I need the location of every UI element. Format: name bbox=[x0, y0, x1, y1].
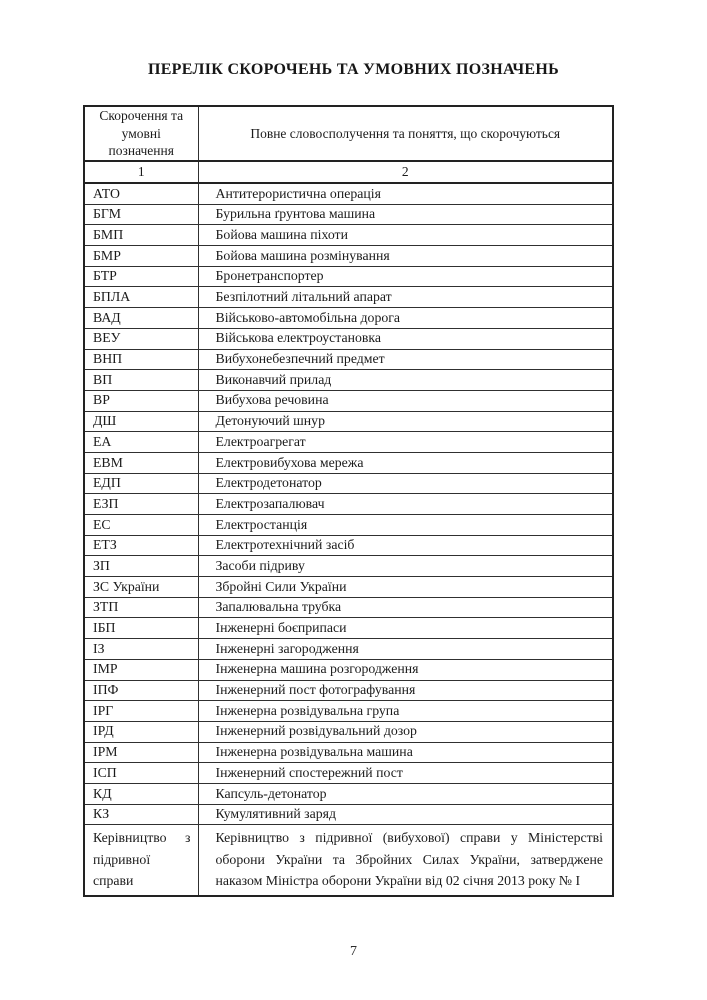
full-text-cell: Виконавчий прилад bbox=[198, 370, 613, 391]
full-text-cell: Інженерна машина розгородження bbox=[198, 659, 613, 680]
full-text-cell: Збройні Сили України bbox=[198, 577, 613, 598]
table-row bbox=[84, 825, 613, 896]
abbr-cell: КЗ bbox=[84, 804, 198, 825]
full-text-cell: Бойова машина піхоти bbox=[198, 225, 613, 246]
abbr-cell: ЕЗП bbox=[84, 494, 198, 515]
table-row bbox=[84, 390, 613, 411]
full-text-cell: Електродетонатор bbox=[198, 473, 613, 494]
full-text-cell: Інженерна розвідувальна група bbox=[198, 701, 613, 722]
table-row bbox=[84, 411, 613, 432]
table-row bbox=[84, 308, 613, 329]
table-row bbox=[84, 183, 613, 204]
abbr-cell: БТР bbox=[84, 266, 198, 287]
table-header-abbr: Скорочення та умовні позначення bbox=[84, 106, 198, 161]
full-text-cell: Військова електроустановка bbox=[198, 328, 613, 349]
abbr-cell: ДШ bbox=[84, 411, 198, 432]
table-row bbox=[84, 535, 613, 556]
abbr-cell: ЕВМ bbox=[84, 452, 198, 473]
abbr-cell: КД bbox=[84, 783, 198, 804]
table-row bbox=[84, 287, 613, 308]
abbr-cell: БГМ bbox=[84, 204, 198, 225]
abbr-cell: ВНП bbox=[84, 349, 198, 370]
table-row bbox=[84, 515, 613, 536]
full-text-cell: Електротехнічний засіб bbox=[198, 535, 613, 556]
abbr-cell: ЕТЗ bbox=[84, 535, 198, 556]
table-row bbox=[84, 370, 613, 391]
column-number-1: 1 bbox=[84, 161, 198, 183]
column-number-2: 2 bbox=[198, 161, 613, 183]
page-title: ПЕРЕЛІК СКОРОЧЕНЬ ТА УМОВНИХ ПОЗНАЧЕНЬ bbox=[147, 61, 560, 78]
full-text-cell: Антитерористична операція bbox=[198, 183, 613, 204]
abbr-cell: ВП bbox=[84, 370, 198, 391]
full-text-cell: Інженерний пост фотографування bbox=[198, 680, 613, 701]
abbr-cell: ІМР bbox=[84, 659, 198, 680]
abbr-cell: БМП bbox=[84, 225, 198, 246]
table-row bbox=[84, 349, 613, 370]
table-row bbox=[84, 266, 613, 287]
abbr-cell: ІПФ bbox=[84, 680, 198, 701]
full-text-cell: Інженерні загородження bbox=[198, 639, 613, 660]
table-row bbox=[84, 494, 613, 515]
abbr-cell: Керівництво з підривної справи bbox=[84, 825, 198, 896]
table-row bbox=[84, 742, 613, 763]
full-text-cell: Електрозапалювач bbox=[198, 494, 613, 515]
table-row bbox=[84, 721, 613, 742]
table-row bbox=[84, 556, 613, 577]
table-header-full: Повне словосполучення та поняття, що скорочуються bbox=[198, 106, 613, 161]
table-row bbox=[84, 659, 613, 680]
abbr-cell: БМР bbox=[84, 246, 198, 267]
full-text-cell: Детонуючий шнур bbox=[198, 411, 613, 432]
full-text-cell: Безпілотний літальний апарат bbox=[198, 287, 613, 308]
page-number: 7 bbox=[350, 944, 357, 959]
table-row bbox=[84, 577, 613, 598]
abbr-cell: ІБП bbox=[84, 618, 198, 639]
full-text-cell: Керівництво з підривної (вибухової) справи у Міністерстві оборони України та Збройних Силах України, затверджене наказом Міністра оборони України від 02 січня 2013 року № І bbox=[198, 825, 613, 896]
table-row bbox=[84, 473, 613, 494]
table-row bbox=[84, 639, 613, 660]
abbr-cell: ІРМ bbox=[84, 742, 198, 763]
abbr-cell: ЕА bbox=[84, 432, 198, 453]
table-row bbox=[84, 452, 613, 473]
full-text-cell: Бронетранспортер bbox=[198, 266, 613, 287]
table-row bbox=[84, 246, 613, 267]
full-text-cell: Електростанція bbox=[198, 515, 613, 536]
abbr-cell: ІСП bbox=[84, 763, 198, 784]
table-row bbox=[84, 328, 613, 349]
full-text-cell: Засоби підриву bbox=[198, 556, 613, 577]
full-text-cell: Електроагрегат bbox=[198, 432, 613, 453]
abbr-cell: ІРГ bbox=[84, 701, 198, 722]
full-text-cell: Кумулятивний заряд bbox=[198, 804, 613, 825]
full-text-cell: Вибухова речовина bbox=[198, 390, 613, 411]
full-text-cell: Електровибухова мережа bbox=[198, 452, 613, 473]
table-row bbox=[84, 804, 613, 825]
full-text-cell: Бойова машина розмінування bbox=[198, 246, 613, 267]
abbr-cell: ЗП bbox=[84, 556, 198, 577]
table-row bbox=[84, 618, 613, 639]
abbreviations-table bbox=[83, 105, 614, 897]
full-text-cell: Інженерний спостережний пост bbox=[198, 763, 613, 784]
abbr-cell: БПЛА bbox=[84, 287, 198, 308]
abbr-cell: ЗТП bbox=[84, 597, 198, 618]
abbr-cell: ЕС bbox=[84, 515, 198, 536]
full-text-cell: Капсуль-детонатор bbox=[198, 783, 613, 804]
abbr-cell: ІРД bbox=[84, 721, 198, 742]
abbr-cell: ВАД bbox=[84, 308, 198, 329]
abbr-cell: АТО bbox=[84, 183, 198, 204]
table-row bbox=[84, 225, 613, 246]
full-text-cell: Інженерні боєприпаси bbox=[198, 618, 613, 639]
full-text-cell: Військово-автомобільна дорога bbox=[198, 308, 613, 329]
full-text-cell: Інженерна розвідувальна машина bbox=[198, 742, 613, 763]
table-row bbox=[84, 432, 613, 453]
table-row bbox=[84, 783, 613, 804]
abbr-cell: ЕДП bbox=[84, 473, 198, 494]
abbr-cell: ЗС України bbox=[84, 577, 198, 598]
table-row bbox=[84, 763, 613, 784]
table-row bbox=[84, 680, 613, 701]
table-row bbox=[84, 204, 613, 225]
abbr-cell: ІЗ bbox=[84, 639, 198, 660]
full-text-cell: Бурильна ґрунтова машина bbox=[198, 204, 613, 225]
full-text-cell: Запалювальна трубка bbox=[198, 597, 613, 618]
column-number-row bbox=[84, 161, 613, 183]
full-text-cell: Інженерний розвідувальний дозор bbox=[198, 721, 613, 742]
abbr-cell: ВР bbox=[84, 390, 198, 411]
full-text-cell: Вибухонебезпечний предмет bbox=[198, 349, 613, 370]
table-row bbox=[84, 701, 613, 722]
abbr-cell: ВЕУ bbox=[84, 328, 198, 349]
table-header-row bbox=[84, 106, 613, 161]
table-row bbox=[84, 597, 613, 618]
